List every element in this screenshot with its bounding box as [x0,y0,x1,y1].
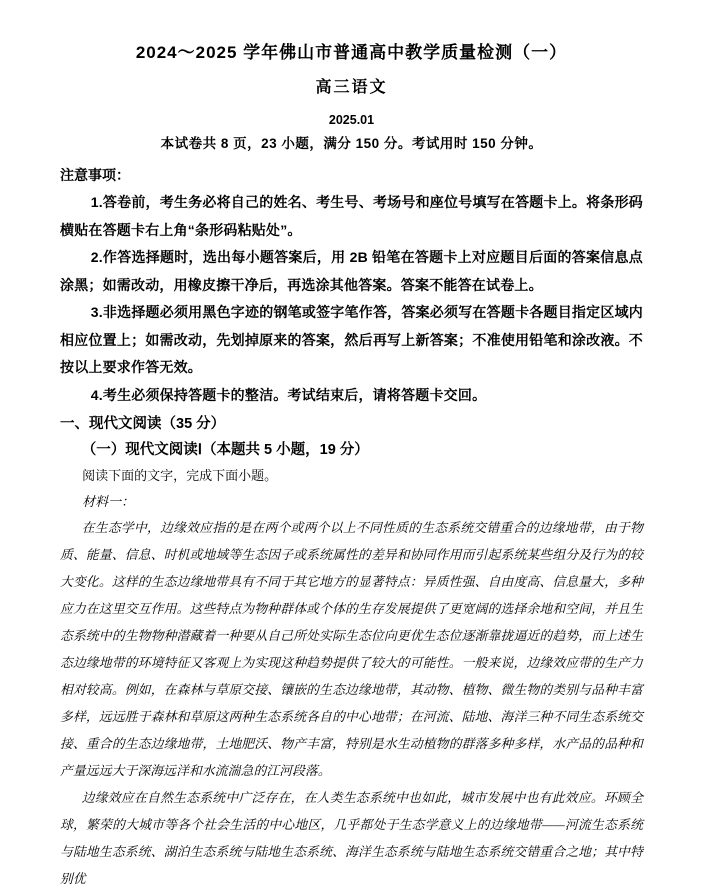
notice-item-2: 2.作答选择题时，选出每小题答案后，用 2B 铅笔在答题卡上对应题目后面的答案信息点涂黑；如需改动，用橡皮擦干净后，再选涂其他答案。答案不能答在试卷上。 [60,249,643,293]
subsection-heading-reading-1: （一）现代文阅读Ⅰ（本题共 5 小题，19 分） [81,442,369,458]
notice-item-1: 1.答卷前，考生务必将自己的姓名、考生号、考场号和座位号填写在答题卡上。将条形码横贴在答题卡右上角“条形码粘贴处”。 [60,194,643,238]
material-paragraph-2: 边缘效应在自然生态系统中广泛存在，在人类生态系统中也如此，城市发展中也有此效应。环顾全球，繁荣的大城市等各个社会生活的中心地区，几乎都处于生态学意义上的边缘地带——河流生态系统与陆地生态系统、湖泊生态系统与陆地生态系统、海洋生态系统与陆地生态系统交错重合之地；其中特别优 [60,791,643,886]
reading-instruction: 阅读下面的文字，完成下面小题。 [82,468,278,483]
notice-item-3: 3.非选择题必须用黑色字迹的钢笔或签字笔作答，答案必须写在答题卡各题目指定区域内相应位置上；如需改动，先划掉原来的答案，然后再写上新答案；不准使用铅笔和涂改液。不按以上要求作答无效。 [60,304,643,375]
notice-label: 注意事项： [60,167,130,183]
exam-info-line: 本试卷共 8 页，23 小题，满分 150 分。考试用时 150 分钟。 [160,136,543,151]
notice-section [60,162,643,409]
notice-item-4: 4.考生必须保持答题卡的整洁。考试结束后，请将答题卡交回。 [90,386,487,403]
exam-date: 2025.01 [328,113,375,127]
page-title: 2024～2025 学年佛山市普通高中教学质量检测（一） [135,43,568,62]
section-heading-modern-reading: 一、现代文阅读（35 分） [60,416,226,432]
exam-subject-title: 高三语文 [315,79,388,96]
material-paragraph-1: 在生态学中，边缘效应指的是在两个或两个以上不同性质的生态系统交错重合的边缘地带，由于物质、能量、信息、时机或地域等生态因子或系统属性的差异和协同作用而引起系统某些组分及行为的较大变化。这样的生态边缘地带具有不同于其它地方的显著特点：异质性强、自由度高、信息量大，多种应力在这里交互作用。这些特点为物种群体或个体的生存发展提供了更宽阔的选择余地和空间，并且生态系统中的生物物种潜藏着一种要从自己所处实际生态位向更优生态位逐渐靠拢逼近的趋势，而上述生态边缘地带的环境特征又客观上为实现这种趋势提供了较大的可能性。一般来说，边缘效应带的生产力相对较高。例如，在森林与草原交接、镶嵌的生态边缘地带，其动物、植物、微生物的类别与品种丰富多样，远远胜于森林和草原这两种生态系统各自的中心地带；在河流、陆地、海洋三种不同生态系统交接、重合的生态边缘地带，土地肥沃、物产丰富，特别是水生动植物的群落多种多样，水产品的品种和产量远远大于深海远洋和水流湍急的江河段落。 [60,521,643,778]
material-one-label: 材料一： [82,494,135,509]
